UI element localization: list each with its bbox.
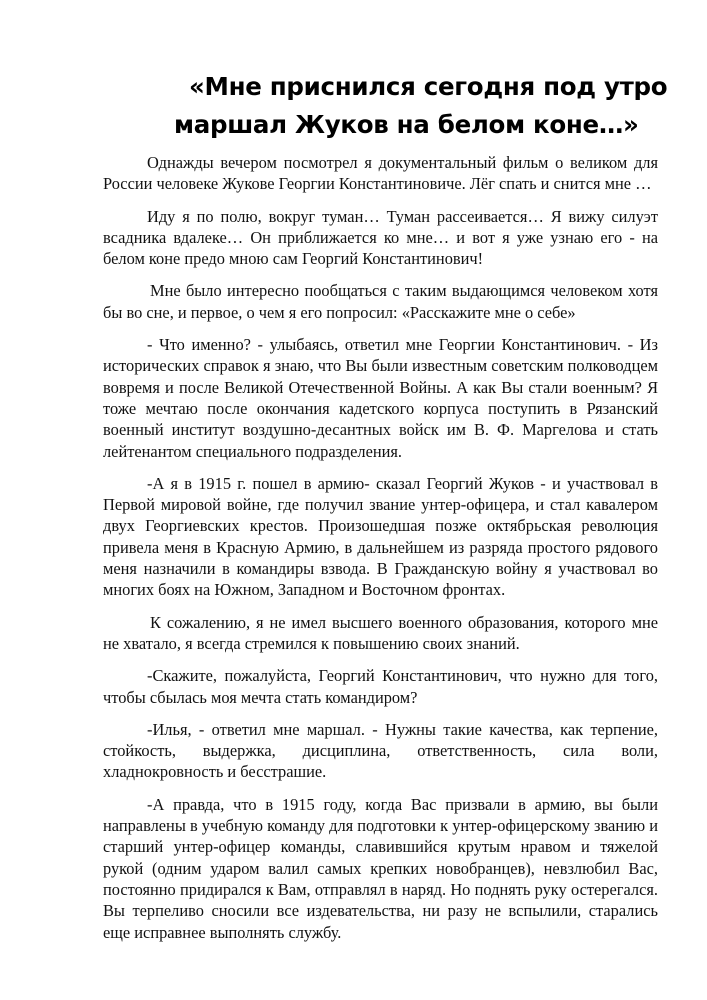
paragraph-request: Мне было интересно пообщаться с таким выдающимся человеком хотя бы во сне, и первое, о чем я его попросил: «Расскажите мне о себе» <box>103 281 658 322</box>
paragraph-question-commander: -Скажите, пожалуйста, Георгий Константинович, что нужно для того, чтобы сбылась моя мечта стать командиром? <box>103 666 658 707</box>
paragraph-intro: Однажды вечером посмотрел я документальный фильм о великом для России человеке Жукове Георгии Константиновиче. Лёг спать и снится мне … <box>103 153 658 194</box>
paragraph-question-training: -А правда, что в 1915 году, когда Вас призвали в армию, вы были направлены в учебную команду для подготовки к унтер-офицерскому званию и старший унтер-офицер команды, славившийся крутым нравом и тяжелой рукой (одним ударом валил самых крепких новобранцев), невзлюбил Вас, постоянно придирался к Вам, отправлял в наряд. Но поднять руку остерегался. Вы терпеливо сносили все издевательства, ни разу не вспылили, старались еще исправнее выполнять службу. <box>103 794 658 942</box>
page-title <box>150 68 668 144</box>
paragraph-answer-1915: -А я в 1915 г. пошел в армию- сказал Георгий Жуков - и участвовал в Первой мировой войне, где получил звание унтер-офицера, и стал кавалером двух Георгиевских крестов. Произошедшая позже октябрьская революция привела меня в Красную Армию, в дальнейшем из разряда простого рядового меня назначили в командиры взвода. В Гражданскую войну я участвовал во многих боях на Южном, Западном и Восточном фронтах. <box>103 473 658 600</box>
paragraph-question-military: - Что именно? - улыбаясь, ответил мне Георгии Константинович. - Из исторических справок я знаю, что Вы были известным советским полководцем вовремя и после Великой Отечественной Войны. А как Вы стали военным? Я тоже мечтаю после окончания кадетского корпуса поступить в Рязанский военный институт воздушно-десантных войск им В. Ф. Маргелова и стать лейтенантом специального подразделения. <box>103 335 658 461</box>
document-body <box>103 152 658 954</box>
paragraph-dream: Иду я по полю, вокруг туман… Туман рассеивается… Я вижу силуэт всадника вдалеке… Он приближается ко мне… и вот я уже узнаю его - на белом коне предо мною сам Георгий Константинович! <box>103 206 658 269</box>
paragraph-education: К сожалению, я не имел высшего военного образования, которого мне не хватало, я всегда стремился к повышению своих знаний. <box>103 612 658 653</box>
title-line-1: «Мне приснился сегодня под утро <box>189 72 668 101</box>
paragraph-answer-qualities: -Илья, - ответил мне маршал. - Нужны такие качества, как терпение, стойкость, выдержка, дисциплина, ответственность, сила воли, хладнокровность и бесстрашие. <box>103 719 658 782</box>
title-line-2: маршал Жуков на белом коне…» <box>174 110 639 139</box>
